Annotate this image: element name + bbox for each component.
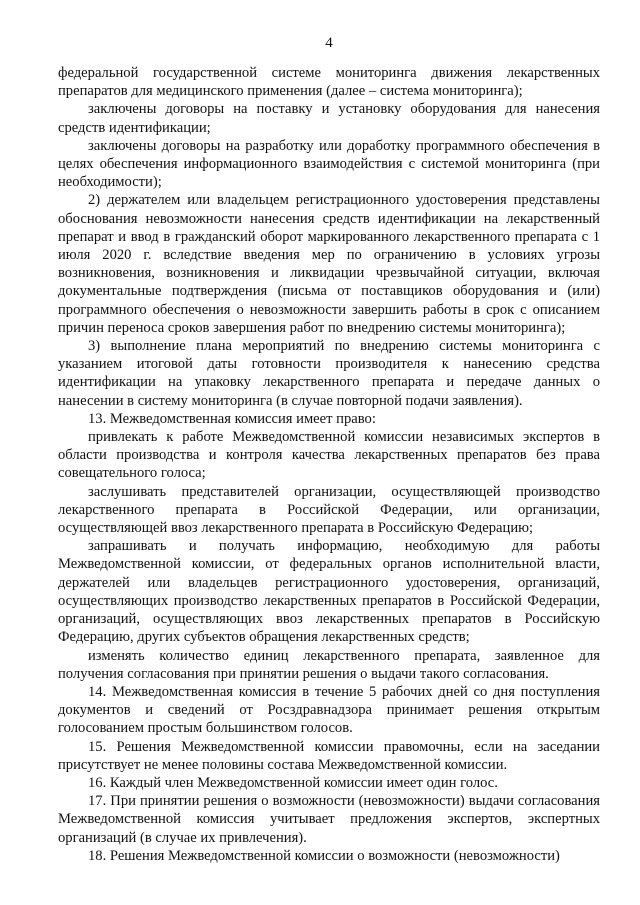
paragraph-section-15: 15. Решения Межведомственной комиссии правомочны, если на заседании присутствует не менее половины состава Межведомственной комиссии.	[58, 738, 600, 773]
paragraph-item-3: 3) выполнение плана мероприятий по внедрению системы мониторинга с указанием итоговой даты готовности производителя к нанесению средства идентификации на упаковку лекарственного препарата и передаче данных о нанесении в систему мониторинга (в случае повторной подачи заявления).	[58, 338, 600, 409]
paragraph-section-17: 17. При принятии решения о возможности (невозможности) выдачи согласования Межведомственной комиссия учитывает предложения экспертов, экспертных организаций (в случае их привлечения).	[58, 793, 600, 846]
page-number: 4	[325, 35, 333, 51]
paragraph-right-request: запрашивать и получать информацию, необходимую для работы Межведомственной комиссии, от федеральных органов исполнительной власти, держателей или владельцев регистрационного удостоверения, организаций, осуществляющих производство лекарственных препаратов в Российской Федерации, организаций, осуществляющих ввоз лекарственных препаратов в Российскую Федерацию, других субъектов обращения лекарственных средств;	[58, 538, 600, 646]
paragraph-section-13: 13. Межведомственная комиссия имеет право:	[88, 410, 376, 427]
paragraph-item-2: 2) держателем или владельцем регистрационного удостоверения представлены обоснования невозможности нанесения средств идентификации на лекарственный препарат и ввод в гражданский оборот маркированного лекарственного препарата с 1 июля 2020 г. вследствие введения мер по ограничению в условиях угрозы возникновения, возникновения и ликвидации чрезвычайной ситуации, включая документальные подтверждения (письма от поставщиков оборудования и (или) программного обеспечения о невозможности завершить работы в срок с описанием причин переноса сроков завершения работ по внедрению системы мониторинга);	[58, 192, 600, 336]
paragraph-section-18: 18. Решения Межведомственной комиссии о возможности (невозможности)	[88, 847, 560, 864]
paragraph-continuation: федеральной государственной системе мониторинга движения лекарственных препаратов для медицинского применения (далее – система мониторинга);	[58, 65, 600, 100]
paragraph-supply-contracts: заключены договоры на поставку и установку оборудования для нанесения средств идентификации;	[58, 101, 600, 136]
paragraph-section-16: 16. Каждый член Межведомственной комиссии имеет один голос.	[88, 774, 498, 791]
paragraph-right-experts: привлекать к работе Межведомственной комиссии независимых экспертов в области производства и контроля качества лекарственных препаратов без права совещательного голоса;	[58, 429, 600, 482]
document-body	[58, 64, 600, 865]
paragraph-software-contracts: заключены договоры на разработку или доработку программного обеспечения в целях обеспечения информационного взаимодействия с системой мониторинга (при необходимости);	[58, 137, 600, 191]
paragraph-right-hear: заслушивать представителей организации, осуществляющей производство лекарственного препарата в Российской Федерации, или организации, осуществляющей ввоз лекарственного препарата в Российскую Федерацию;	[58, 483, 600, 537]
paragraph-right-change-quantity: изменять количество единиц лекарственного препарата, заявленное для получения согласования при принятии решения о выдачи такого согласования.	[58, 647, 600, 682]
paragraph-section-14: 14. Межведомственная комиссия в течение 5 рабочих дней со дня поступления документов и сведений от Росздравнадзора принимает решения открытым голосованием простым большинством голосов.	[58, 683, 600, 737]
